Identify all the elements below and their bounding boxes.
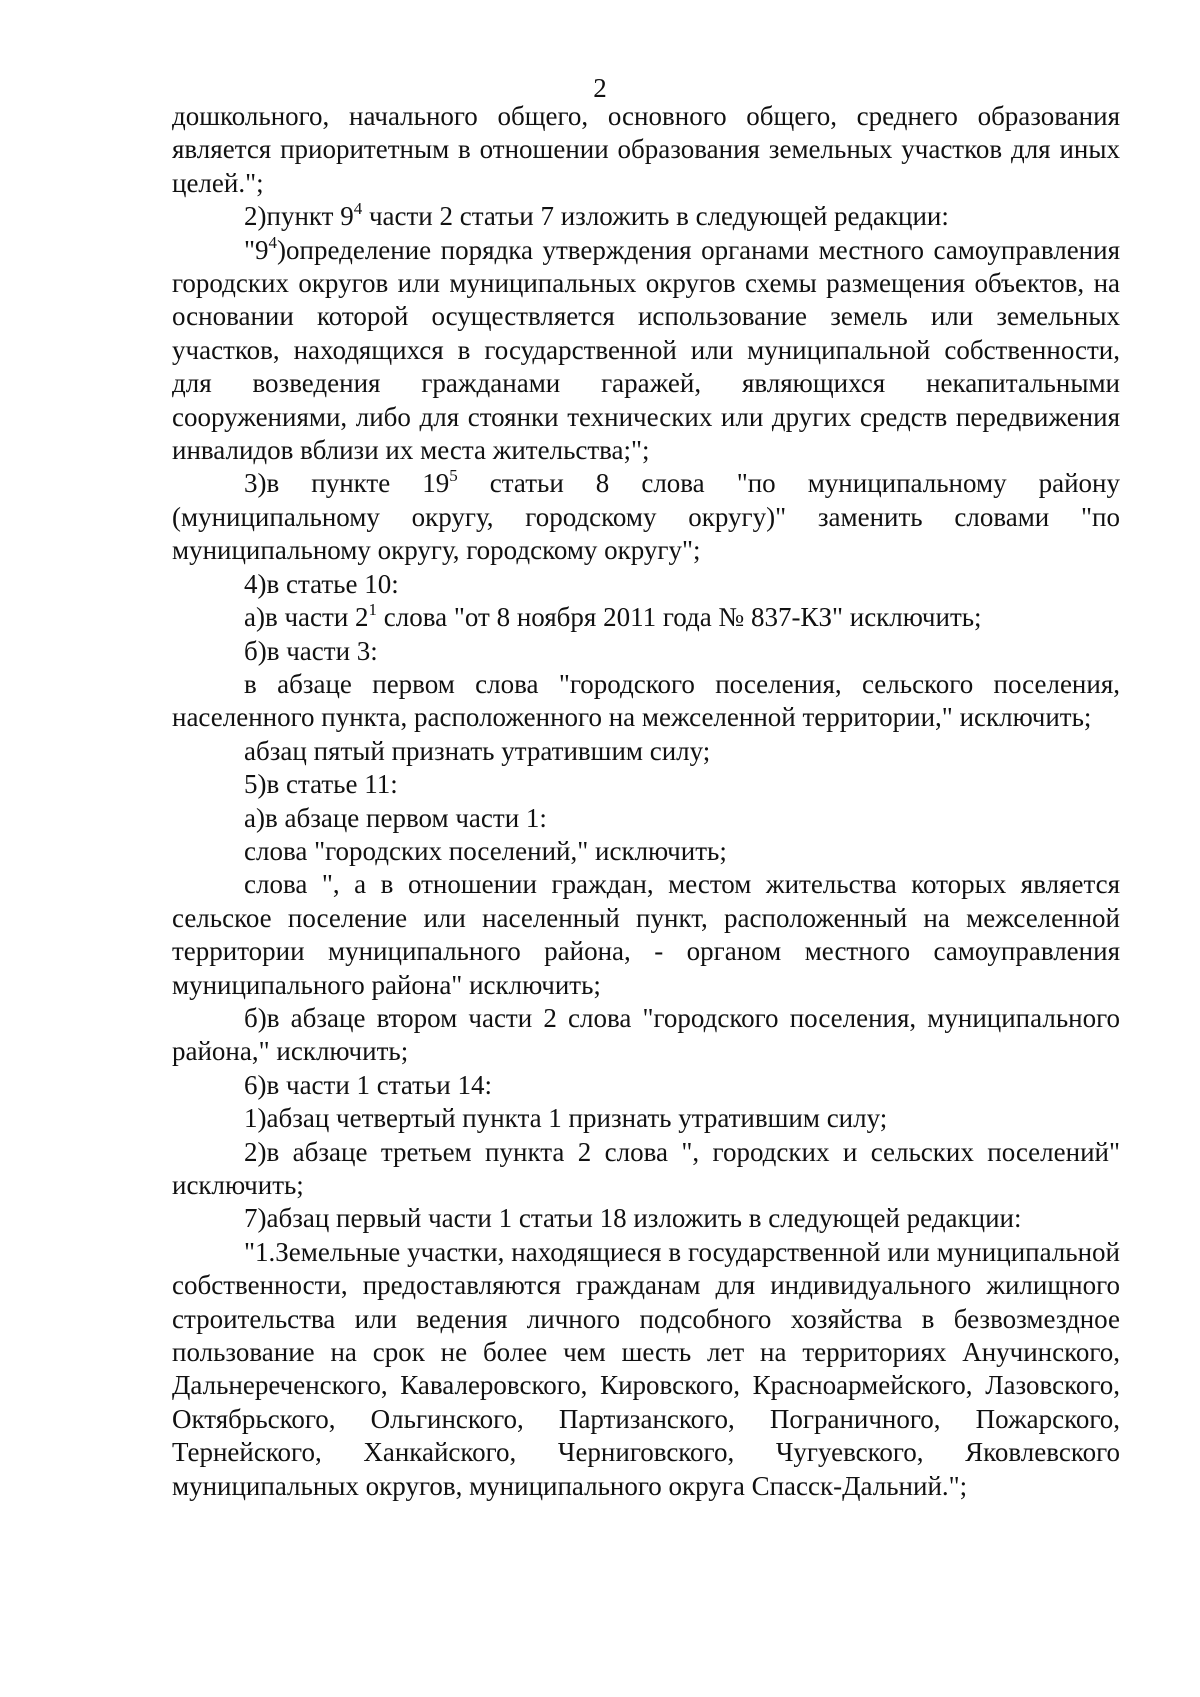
paragraph bbox=[172, 234, 1120, 468]
paragraph bbox=[172, 835, 1120, 868]
paragraph bbox=[172, 802, 1120, 835]
paragraph-text: 1)абзац четвертый пункта 1 признать утратившим силу; bbox=[244, 1103, 888, 1134]
paragraph bbox=[172, 1136, 1120, 1203]
paragraph bbox=[172, 200, 1120, 233]
paragraph bbox=[172, 1002, 1120, 1069]
paragraph-text: 6)в части 1 статьи 14: bbox=[244, 1069, 492, 1100]
paragraph-text: слова ", а в отношении граждан, местом жительства которых является сельское поселение или населенный пункт, расположенный на межселенной территории муниципального района, - органом местного самоуправления муниципального района" исключить; bbox=[172, 869, 1120, 1000]
paragraph bbox=[172, 1069, 1120, 1102]
paragraph bbox=[172, 768, 1120, 801]
paragraph bbox=[172, 568, 1120, 601]
page-number: 2 bbox=[593, 73, 607, 103]
paragraph-text: "1.Земельные участки, находящиеся в государственной или муниципальной собственности, предоставляются гражданам для индивидуального жилищного строительства или ведения личного подсобного хозяйства в безвозмездное пользование на срок не более чем шесть лет на территориях Анучинского, Дальнереченского, Кавалеровского, Кировского, Красноармейского, Лазовского, Октябрьского, Ольгинского, Партизанского, Пограничного, Пожарского, Тернейского, Ханкайского, Черниговского, Чугуевского, Яковлевского муниципальных округов, муниципального округа Спасск-Дальний."; bbox=[172, 1236, 1120, 1501]
paragraph-text: 5)в статье 11: bbox=[244, 769, 398, 800]
paragraph-text: статьи 8 слова "по муниципальному району (муниципальному округу, городскому округу)" заменить словами "по муниципальному округу, городскому округу"; bbox=[172, 468, 1120, 566]
superscript: 1 bbox=[368, 600, 378, 620]
paragraph-text: а)в абзаце первом части 1: bbox=[244, 802, 547, 833]
paragraph-text: 2)в абзаце третьем пункта 2 слова ", городских и сельских поселений" исключить; bbox=[172, 1136, 1120, 1200]
paragraph-text: 2)пункт 9 bbox=[244, 201, 354, 232]
superscript: 5 bbox=[449, 466, 458, 486]
paragraph-text: 4)в статье 10: bbox=[244, 568, 399, 599]
paragraph bbox=[172, 1202, 1120, 1235]
paragraph-text: )определение порядка утверждения органами местного самоуправления городских округов или муниципальных округов схемы размещения объектов, на основании которой осуществляется использование земель или земельных участков, находящихся в государственной или муниципальной собственности, для возведения гражданами гаражей, являющихся некапитальными сооружениями, либо для стоянки технических или других средств передвижения инвалидов вблизи их места жительства;"; bbox=[172, 234, 1120, 466]
paragraph bbox=[172, 1102, 1120, 1135]
paragraph-text: абзац пятый признать утратившим силу; bbox=[244, 735, 711, 766]
paragraph-text: дошкольного, начального общего, основного общего, среднего образования является приоритетным в отношении образования земельных участков для иных целей."; bbox=[172, 101, 1120, 198]
paragraph bbox=[172, 100, 1120, 200]
paragraph bbox=[172, 467, 1120, 567]
paragraph bbox=[172, 601, 1120, 634]
paragraph bbox=[172, 735, 1120, 768]
superscript: 4 bbox=[353, 199, 363, 219]
paragraph-text: в абзаце первом слова "городского поселения, сельского поселения, населенного пункта, расположенного на межселенной территории," исключить; bbox=[172, 668, 1120, 733]
paragraph bbox=[172, 868, 1120, 1002]
paragraph-text: 3)в пункте 19 bbox=[244, 468, 450, 499]
superscript: 4 bbox=[268, 232, 278, 252]
paragraph-text: "9 bbox=[244, 234, 269, 265]
paragraph-text: б)в абзаце втором части 2 слова "городского поселения, муниципального района," исключить; bbox=[172, 1002, 1120, 1067]
paragraph-text: части 2 статьи 7 изложить в следующей редакции: bbox=[362, 201, 949, 232]
document-body bbox=[172, 100, 1120, 1503]
paragraph-text: слова "от 8 ноября 2011 года № 837-КЗ" исключить; bbox=[377, 602, 982, 633]
paragraph-text: 7)абзац первый части 1 статьи 18 изложить в следующей редакции: bbox=[244, 1203, 1022, 1234]
paragraph-text: б)в части 3: bbox=[244, 635, 378, 666]
paragraph bbox=[172, 668, 1120, 735]
paragraph-text: а)в части 2 bbox=[244, 602, 369, 633]
paragraph bbox=[172, 1236, 1120, 1503]
paragraph bbox=[172, 635, 1120, 668]
paragraph-text: слова "городских поселений," исключить; bbox=[244, 835, 727, 866]
